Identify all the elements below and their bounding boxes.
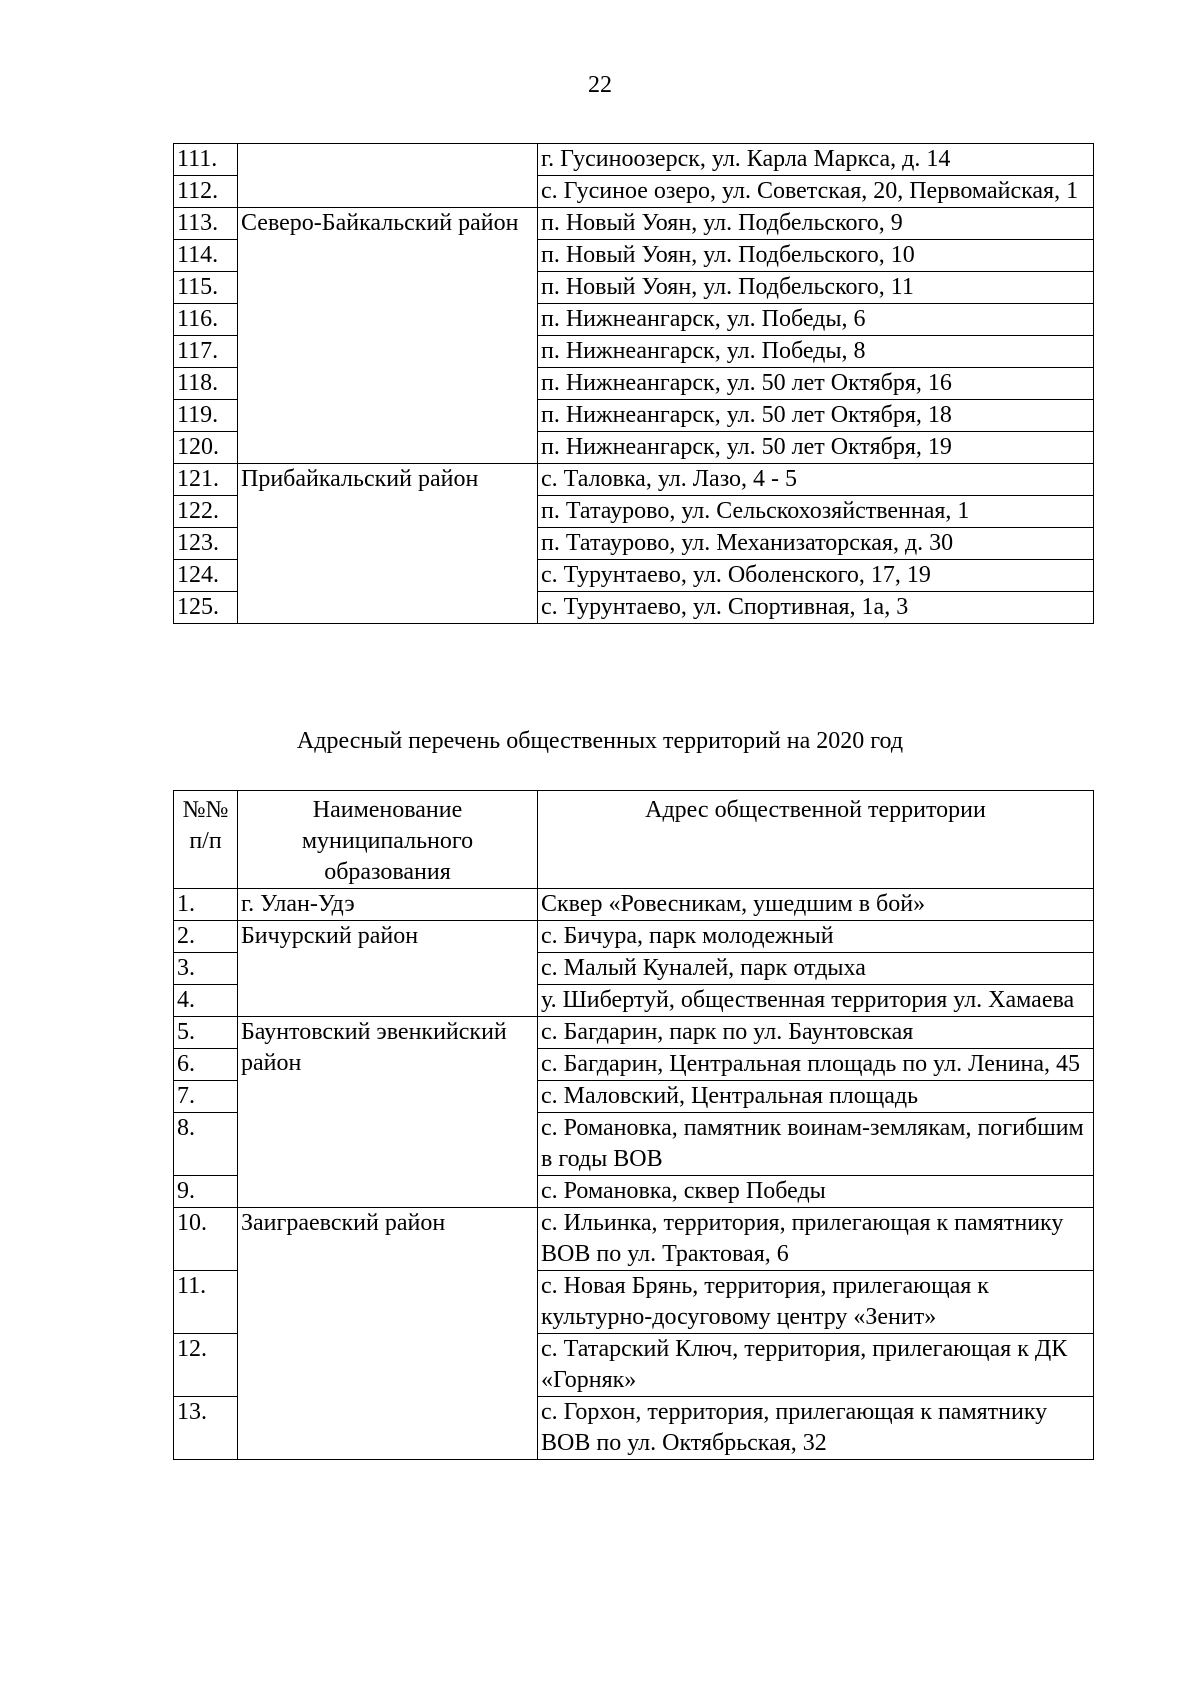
- address-cell: с. Новая Брянь, территория, прилегающая к культурно-досуговому центру «Зенит»: [538, 1271, 1094, 1334]
- row-number: 124.: [174, 560, 238, 592]
- address-cell: Сквер «Ровесникам, ушедшим в бой»: [538, 889, 1094, 921]
- address-cell: с. Таловка, ул. Лазо, 4 - 5: [538, 464, 1094, 496]
- table-row: [174, 921, 1094, 953]
- address-cell: с. Багдарин, парк по ул. Баунтовская: [538, 1017, 1094, 1049]
- district-cell: Северо-Байкальский район: [238, 208, 538, 464]
- row-number: 7.: [174, 1081, 238, 1113]
- address-cell: с. Багдарин, Центральная площадь по ул. Ленина, 45: [538, 1049, 1094, 1081]
- municipality-cell: Бичурский район: [238, 921, 538, 1017]
- address-cell: с. Горхон, территория, прилегающая к памятнику ВОВ по ул. Октябрьская, 32: [538, 1397, 1094, 1460]
- municipality-cell: г. Улан-Удэ: [238, 889, 538, 921]
- address-cell: с. Маловский, Центральная площадь: [538, 1081, 1094, 1113]
- table-row: [174, 1017, 1094, 1049]
- row-number: 117.: [174, 336, 238, 368]
- table-row: [174, 144, 1094, 176]
- address-cell: у. Шибертуй, общественная территория ул. Хамаева: [538, 985, 1094, 1017]
- address-cell: с. Романовка, памятник воинам-землякам, погибшим в годы ВОВ: [538, 1113, 1094, 1176]
- row-number: 120.: [174, 432, 238, 464]
- row-number: 1.: [174, 889, 238, 921]
- row-number: 4.: [174, 985, 238, 1017]
- table-row: [174, 1208, 1094, 1271]
- address-cell: с. Бичура, парк молодежный: [538, 921, 1094, 953]
- header-address: Адрес общественной территории: [538, 791, 1094, 889]
- row-number: 9.: [174, 1176, 238, 1208]
- address-cell: п. Нижнеангарск, ул. 50 лет Октября, 19: [538, 432, 1094, 464]
- section-title: Адресный перечень общественных территорий на 2020 год: [296, 728, 904, 754]
- address-cell: г. Гусиноозерск, ул. Карла Маркса, д. 14: [538, 144, 1094, 176]
- table-row: [174, 208, 1094, 240]
- address-cell: с. Турунтаево, ул. Спортивная, 1а, 3: [538, 592, 1094, 624]
- address-cell: п. Татаурово, ул. Сельскохозяйственная, 1: [538, 496, 1094, 528]
- address-cell: с. Ильинка, территория, прилегающая к памятнику ВОВ по ул. Трактовая, 6: [538, 1208, 1094, 1271]
- addresses-table-continued: [173, 143, 1094, 624]
- row-number: 6.: [174, 1049, 238, 1081]
- district-cell: [238, 144, 538, 208]
- row-number: 3.: [174, 953, 238, 985]
- address-cell: с. Турунтаево, ул. Оболенского, 17, 19: [538, 560, 1094, 592]
- row-number: 119.: [174, 400, 238, 432]
- row-number: 123.: [174, 528, 238, 560]
- row-number: 112.: [174, 176, 238, 208]
- row-number: 116.: [174, 304, 238, 336]
- address-cell: п. Новый Уоян, ул. Подбельского, 11: [538, 272, 1094, 304]
- address-cell: п. Новый Уоян, ул. Подбельского, 9: [538, 208, 1094, 240]
- address-cell: с. Татарский Ключ, территория, прилегающая к ДК «Горняк»: [538, 1334, 1094, 1397]
- row-number: 12.: [174, 1334, 238, 1397]
- table-row: [174, 889, 1094, 921]
- municipality-cell: Баунтовский эвенкийский район: [238, 1017, 538, 1208]
- row-number: 113.: [174, 208, 238, 240]
- municipality-cell: Заиграевский район: [238, 1208, 538, 1460]
- row-number: 5.: [174, 1017, 238, 1049]
- address-cell: п. Нижнеангарск, ул. Победы, 6: [538, 304, 1094, 336]
- row-number: 13.: [174, 1397, 238, 1460]
- row-number: 122.: [174, 496, 238, 528]
- table-header-row: [174, 791, 1094, 889]
- address-cell: с. Романовка, сквер Победы: [538, 1176, 1094, 1208]
- address-cell: п. Новый Уоян, ул. Подбельского, 10: [538, 240, 1094, 272]
- address-cell: п. Нижнеангарск, ул. 50 лет Октября, 16: [538, 368, 1094, 400]
- address-cell: с. Гусиное озеро, ул. Советская, 20, Первомайская, 1: [538, 176, 1094, 208]
- row-number: 114.: [174, 240, 238, 272]
- page-number: 22: [588, 72, 612, 98]
- row-number: 115.: [174, 272, 238, 304]
- row-number: 8.: [174, 1113, 238, 1176]
- row-number: 111.: [174, 144, 238, 176]
- address-cell: п. Нижнеангарск, ул. 50 лет Октября, 18: [538, 400, 1094, 432]
- address-cell: п. Татаурово, ул. Механизаторская, д. 30: [538, 528, 1094, 560]
- header-municipality: Наименование муниципального образования: [238, 791, 538, 889]
- district-cell: Прибайкальский район: [238, 464, 538, 624]
- public-territories-table: [173, 790, 1094, 1460]
- row-number: 125.: [174, 592, 238, 624]
- table-row: [174, 464, 1094, 496]
- address-cell: п. Нижнеангарск, ул. Победы, 8: [538, 336, 1094, 368]
- row-number: 118.: [174, 368, 238, 400]
- header-number: №№ п/п: [174, 791, 238, 889]
- row-number: 11.: [174, 1271, 238, 1334]
- address-cell: с. Малый Куналей, парк отдыха: [538, 953, 1094, 985]
- row-number: 2.: [174, 921, 238, 953]
- row-number: 10.: [174, 1208, 238, 1271]
- row-number: 121.: [174, 464, 238, 496]
